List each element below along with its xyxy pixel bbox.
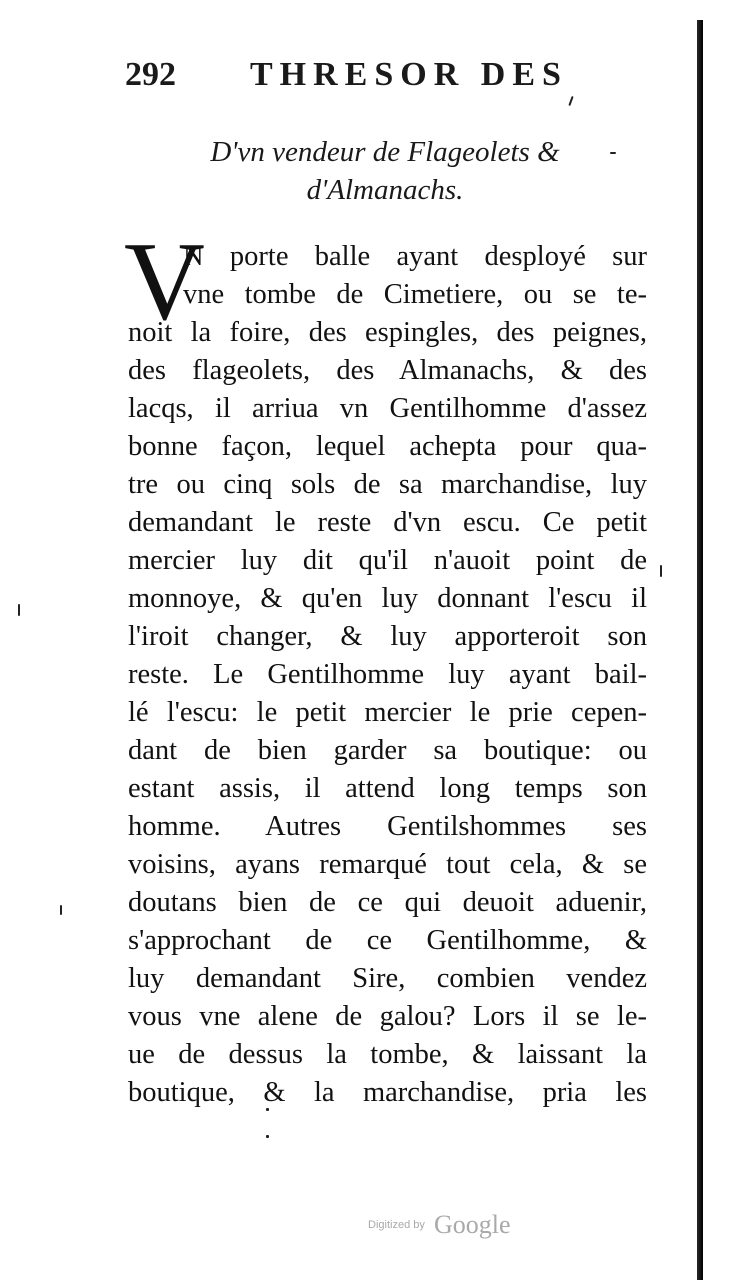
scan-mark: [266, 1108, 269, 1111]
chapter-heading-line-2: d'Almanachs.: [306, 174, 464, 206]
text-line: noit la foire, des espingles, des peignes,: [128, 317, 647, 348]
scan-mark: [660, 565, 662, 577]
scan-mark: [568, 96, 573, 106]
scan-mark: [60, 905, 62, 915]
scan-mark: [610, 152, 616, 154]
text-line: ue de dessus la tombe, & laissant la: [128, 1039, 647, 1070]
text-line: s'approchant de ce Gentilhomme, &: [128, 925, 647, 956]
watermark-prefix: Digitized by: [368, 1219, 425, 1231]
drop-cap: V: [124, 220, 205, 344]
text-line: reste. Le Gentilhomme luy ayant bail-: [128, 659, 647, 690]
text-line: bonne façon, lequel achepta pour qua-: [128, 431, 647, 462]
text-line: homme. Autres Gentilshommes ses: [128, 811, 647, 842]
text-line: estant assis, il attend long temps son: [128, 773, 647, 804]
text-line: lacqs, il arriua vn Gentilhomme d'assez: [128, 393, 647, 424]
text-line: boutique, & la marchandise, pria les: [128, 1077, 647, 1108]
text-line: doutans bien de ce qui deuoit aduenir,: [128, 887, 647, 918]
scan-mark: [266, 1135, 269, 1138]
page-edge-shadow: [697, 20, 703, 1280]
scan-mark: [18, 604, 20, 616]
text-line: dant de bien garder sa boutique: ou: [128, 735, 647, 766]
google-logo: Google: [433, 1210, 511, 1239]
text-line: demandant le reste d'vn escu. Ce petit: [128, 507, 647, 538]
text-line: lé l'escu: le petit mercier le prie cepen-: [128, 697, 647, 728]
text-line: tre ou cinq sols de sa marchandise, luy: [128, 469, 647, 500]
chapter-heading-line-1: D'vn vendeur de Flageolets &: [210, 136, 560, 168]
text-line: voisins, ayans remarqué tout cela, & se: [128, 849, 647, 880]
running-title: THRESOR DES: [250, 56, 568, 93]
text-line: N porte balle ayant desployé sur: [183, 241, 647, 272]
text-line: vous vne alene de galou? Lors il se le-: [128, 1001, 647, 1032]
text-line: mercier luy dit qu'il n'auoit point de: [128, 545, 647, 576]
digitization-watermark: [368, 1210, 511, 1240]
text-line: luy demandant Sire, combien vendez: [128, 963, 647, 994]
text-line: des flageolets, des Almanachs, & des: [128, 355, 647, 386]
text-line: vne tombe de Cimetiere, ou se te-: [183, 279, 647, 310]
page-number: 292: [125, 56, 176, 93]
text-line: l'iroit changer, & luy apporteroit son: [128, 621, 647, 652]
text-line: monnoye, & qu'en luy donnant l'escu il: [128, 583, 647, 614]
